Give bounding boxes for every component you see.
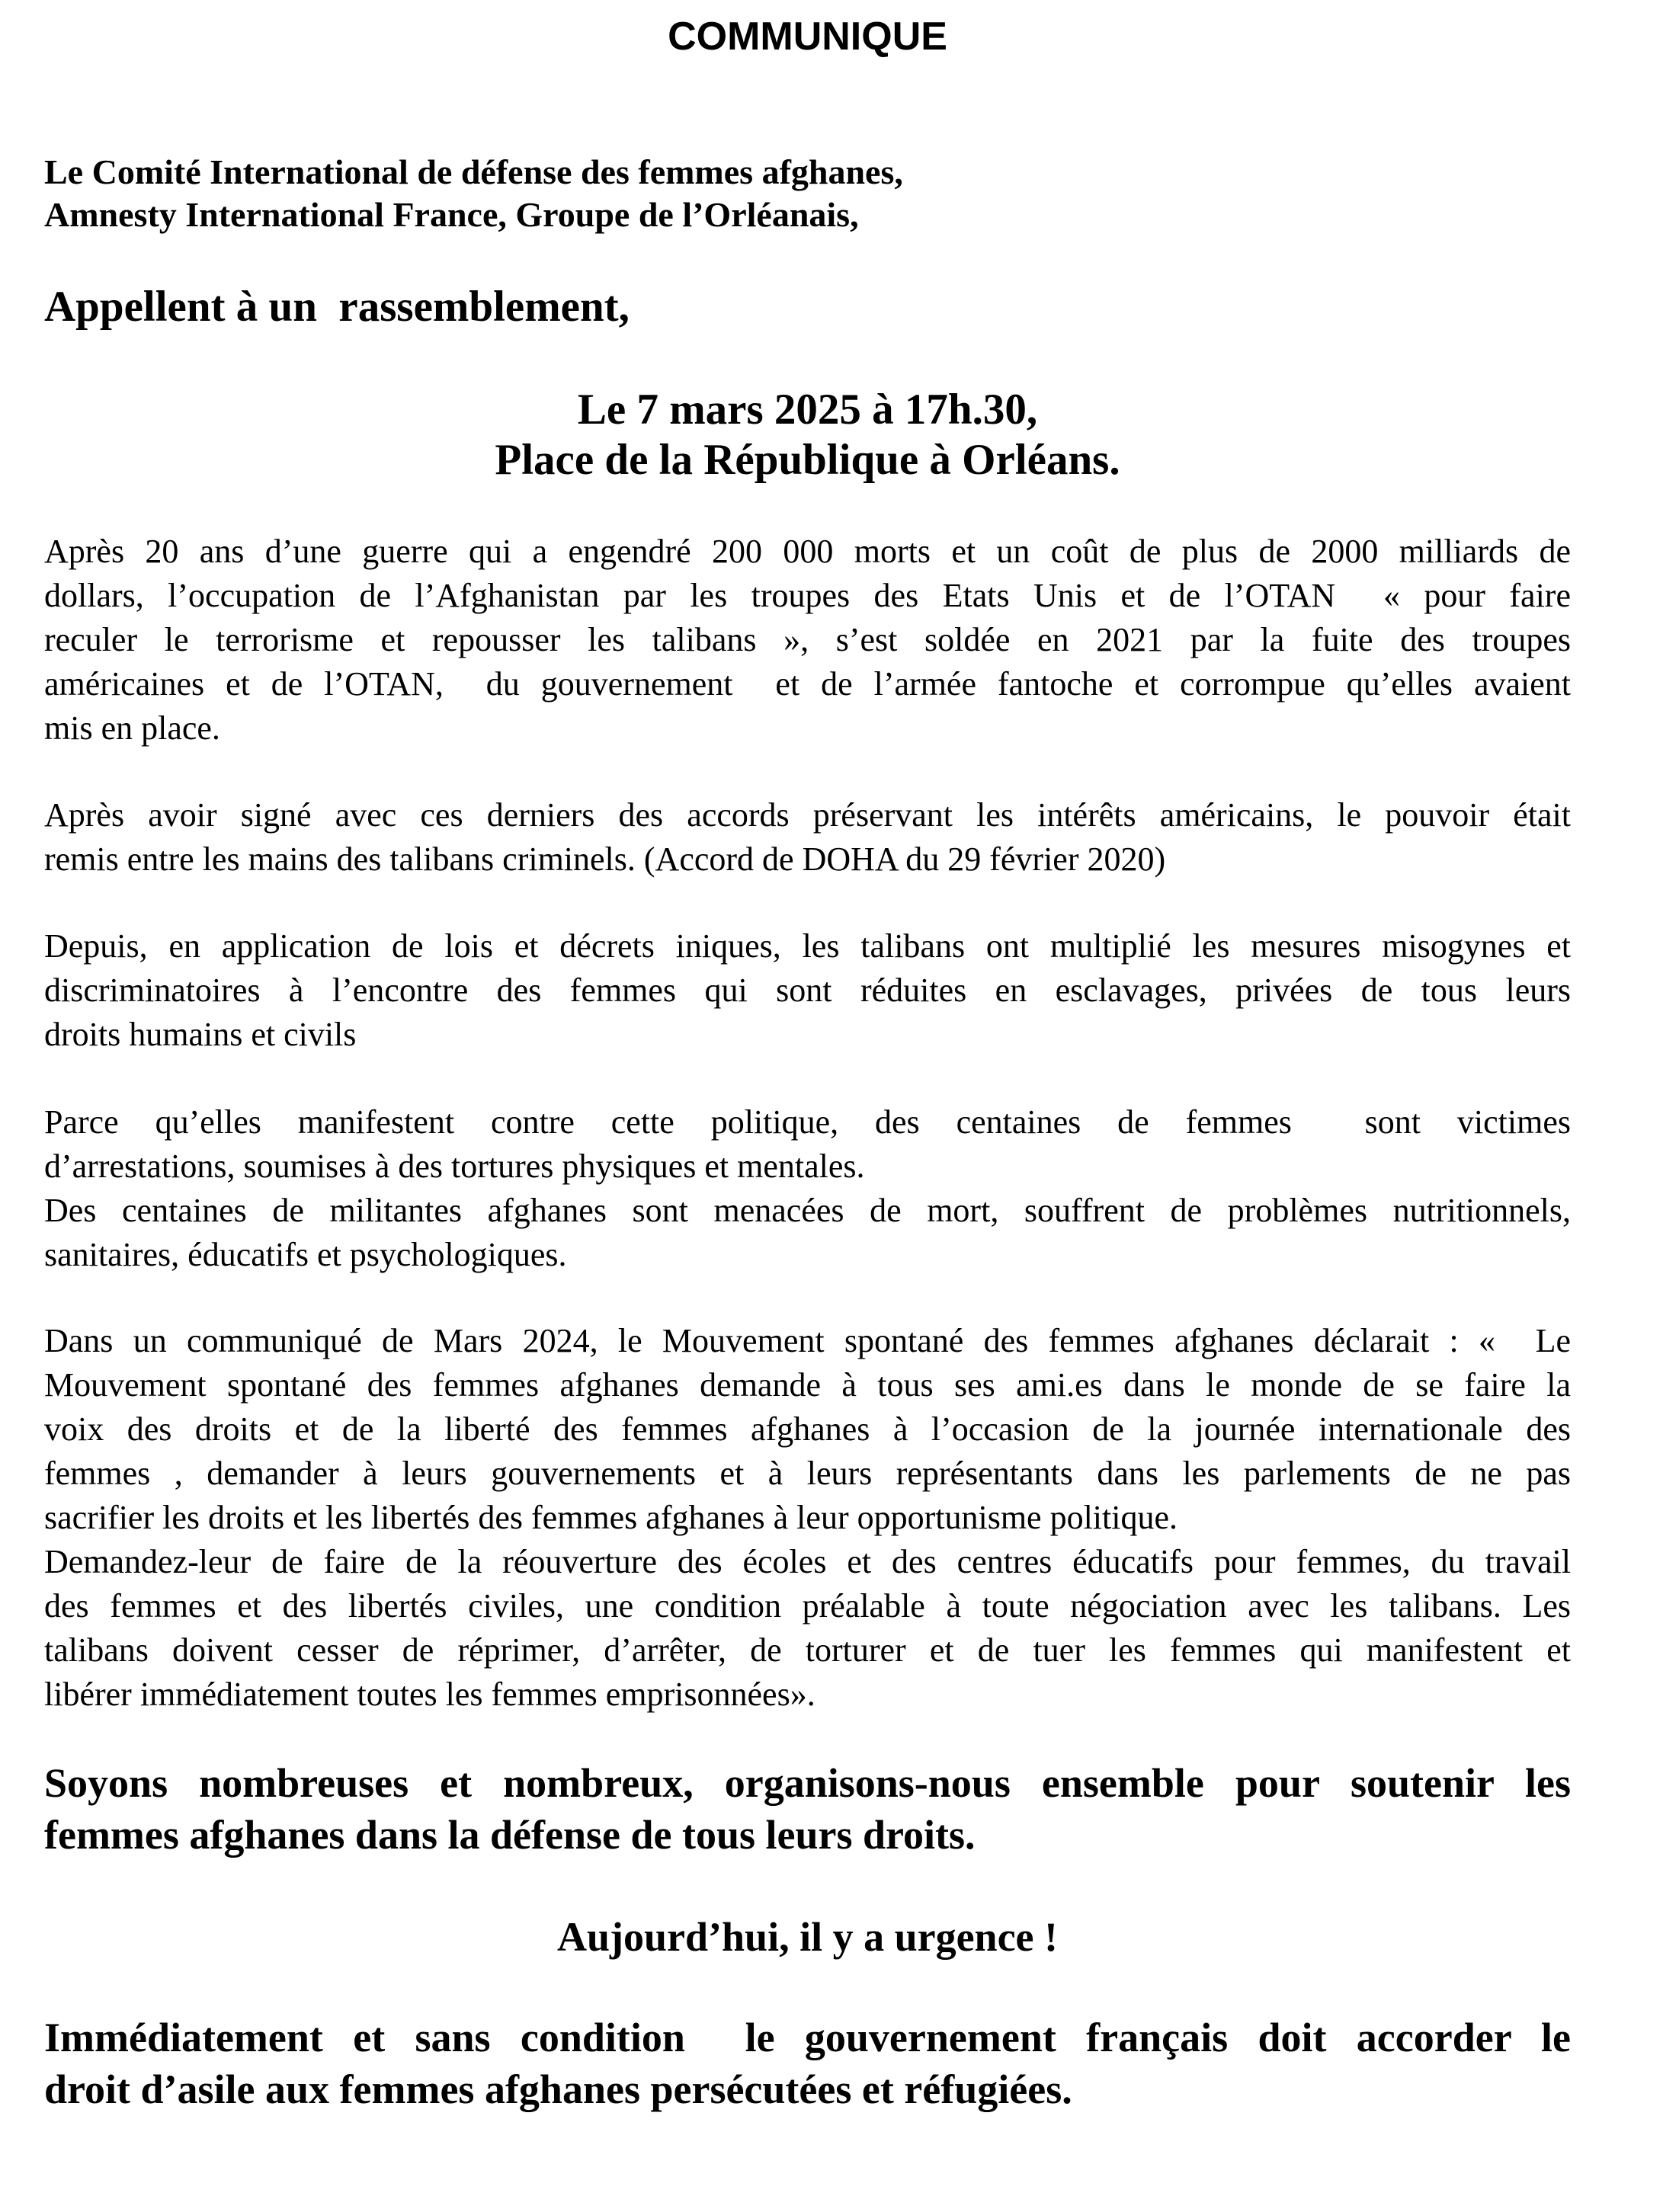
paragraph-movement-quote xyxy=(44,1319,1571,1717)
organizers xyxy=(44,151,1571,236)
paragraph-line: droits humains et civils xyxy=(44,1016,357,1053)
paragraph-line: Après 20 ans d’une guerre qui a engendré 200 000 morts et un coût de plus de 2000 milliards de xyxy=(44,533,1571,570)
asylum-demand-line: Immédiatement et sans condition le gouvernement français doit accorder le xyxy=(44,2015,1571,2060)
organizer-line: Le Comité International de défense des femmes afghanes, xyxy=(44,152,903,191)
paragraph-line: des femmes et des libertés civiles, une condition préalable à toute négociation avec les talibans. Les xyxy=(44,1587,1571,1625)
paragraph-line: Mouvement spontané des femmes afghanes demande à tous ses ami.es dans le monde de se faire la xyxy=(44,1366,1571,1404)
paragraph-line: sanitaires, éducatifs et psychologiques. xyxy=(44,1236,567,1273)
paragraph-line: talibans doivent cesser de réprimer, d’arrêter, de torturer et de tuer les femmes qui manifestent et xyxy=(44,1631,1571,1669)
paragraph-repression xyxy=(44,1100,1571,1277)
call-to-rally: Appellent à un rassemblement, xyxy=(44,283,630,331)
asylum-demand xyxy=(44,2012,1571,2115)
paragraph-line: remis entre les mains des talibans criminels. (Accord de DOHA du 29 février 2020) xyxy=(44,840,1166,878)
communique-title: COMMUNIQUE xyxy=(668,14,947,59)
paragraph-line: Depuis, en application de lois et décrets iniques, les talibans ont multiplié les mesures misogynes et xyxy=(44,927,1571,965)
paragraph-line: discriminatoires à l’encontre des femmes qui sont réduites en esclavages, privées de tous leurs xyxy=(44,972,1571,1009)
paragraph-line: sacrifier les droits et les libertés des femmes afghanes à leur opportunisme politique. xyxy=(44,1499,1178,1536)
event-details xyxy=(44,385,1571,485)
paragraph-line: mis en place. xyxy=(44,709,220,747)
paragraph-war-context xyxy=(44,530,1571,751)
paragraph-line: Des centaines de militantes afghanes sont menacées de mort, souffrent de problèmes nutritionnels, xyxy=(44,1192,1571,1229)
rally-call-line: femmes afghanes dans la défense de tous leurs droits. xyxy=(44,1812,976,1858)
paragraph-line: Après avoir signé avec ces derniers des accords préservant les intérêts américains, le pouvoir était xyxy=(44,796,1571,834)
rally-call xyxy=(44,1757,1571,1861)
paragraph-line: américaines et de l’OTAN, du gouvernement et de l’armée fantoche et corrompue qu’elles avaient xyxy=(44,665,1571,703)
paragraph-doha-accord xyxy=(44,793,1571,882)
paragraph-line: libérer immédiatement toutes les femmes emprisonnées». xyxy=(44,1676,815,1713)
paragraph-line: voix des droits et de la liberté des femmes afghanes à l’occasion de la journée internationale des xyxy=(44,1410,1571,1448)
paragraph-line: d’arrestations, soumises à des tortures physiques et mentales. xyxy=(44,1148,865,1185)
urgency-statement: Aujourd’hui, il y a urgence ! xyxy=(556,1914,1059,1960)
paragraph-line: Dans un communiqué de Mars 2024, le Mouvement spontané des femmes afghanes déclarait : « Le xyxy=(44,1322,1571,1359)
paragraph-line: dollars, l’occupation de l’Afghanistan par les troupes des Etats Unis et de l’OTAN « pour faire xyxy=(44,577,1571,614)
paragraph-line: Parce qu’elles manifestent contre cette politique, des centaines de femmes sont victimes xyxy=(44,1103,1571,1141)
event-date-time: Le 7 mars 2025 à 17h.30, xyxy=(577,386,1038,434)
paragraph-line: Demandez-leur de faire de la réouverture des écoles et des centres éducatifs pour femmes, du travail xyxy=(44,1543,1571,1580)
paragraph-line: reculer le terrorisme et repousser les talibans », s’est soldée en 2021 par la fuite des troupes xyxy=(44,621,1571,658)
organizer-line: Amnesty International France, Groupe de l’Orléanais, xyxy=(44,195,859,234)
paragraph-discrimination xyxy=(44,924,1571,1057)
asylum-demand-line: droit d’asile aux femmes afghanes persécutées et réfugiées. xyxy=(44,2066,1072,2112)
rally-call-line: Soyons nombreuses et nombreux, organisons-nous ensemble pour soutenir les xyxy=(44,1760,1571,1806)
paragraph-line: femmes , demander à leurs gouvernements et à leurs représentants dans les parlements de ne pas xyxy=(44,1455,1571,1492)
event-place: Place de la République à Orléans. xyxy=(495,436,1120,484)
